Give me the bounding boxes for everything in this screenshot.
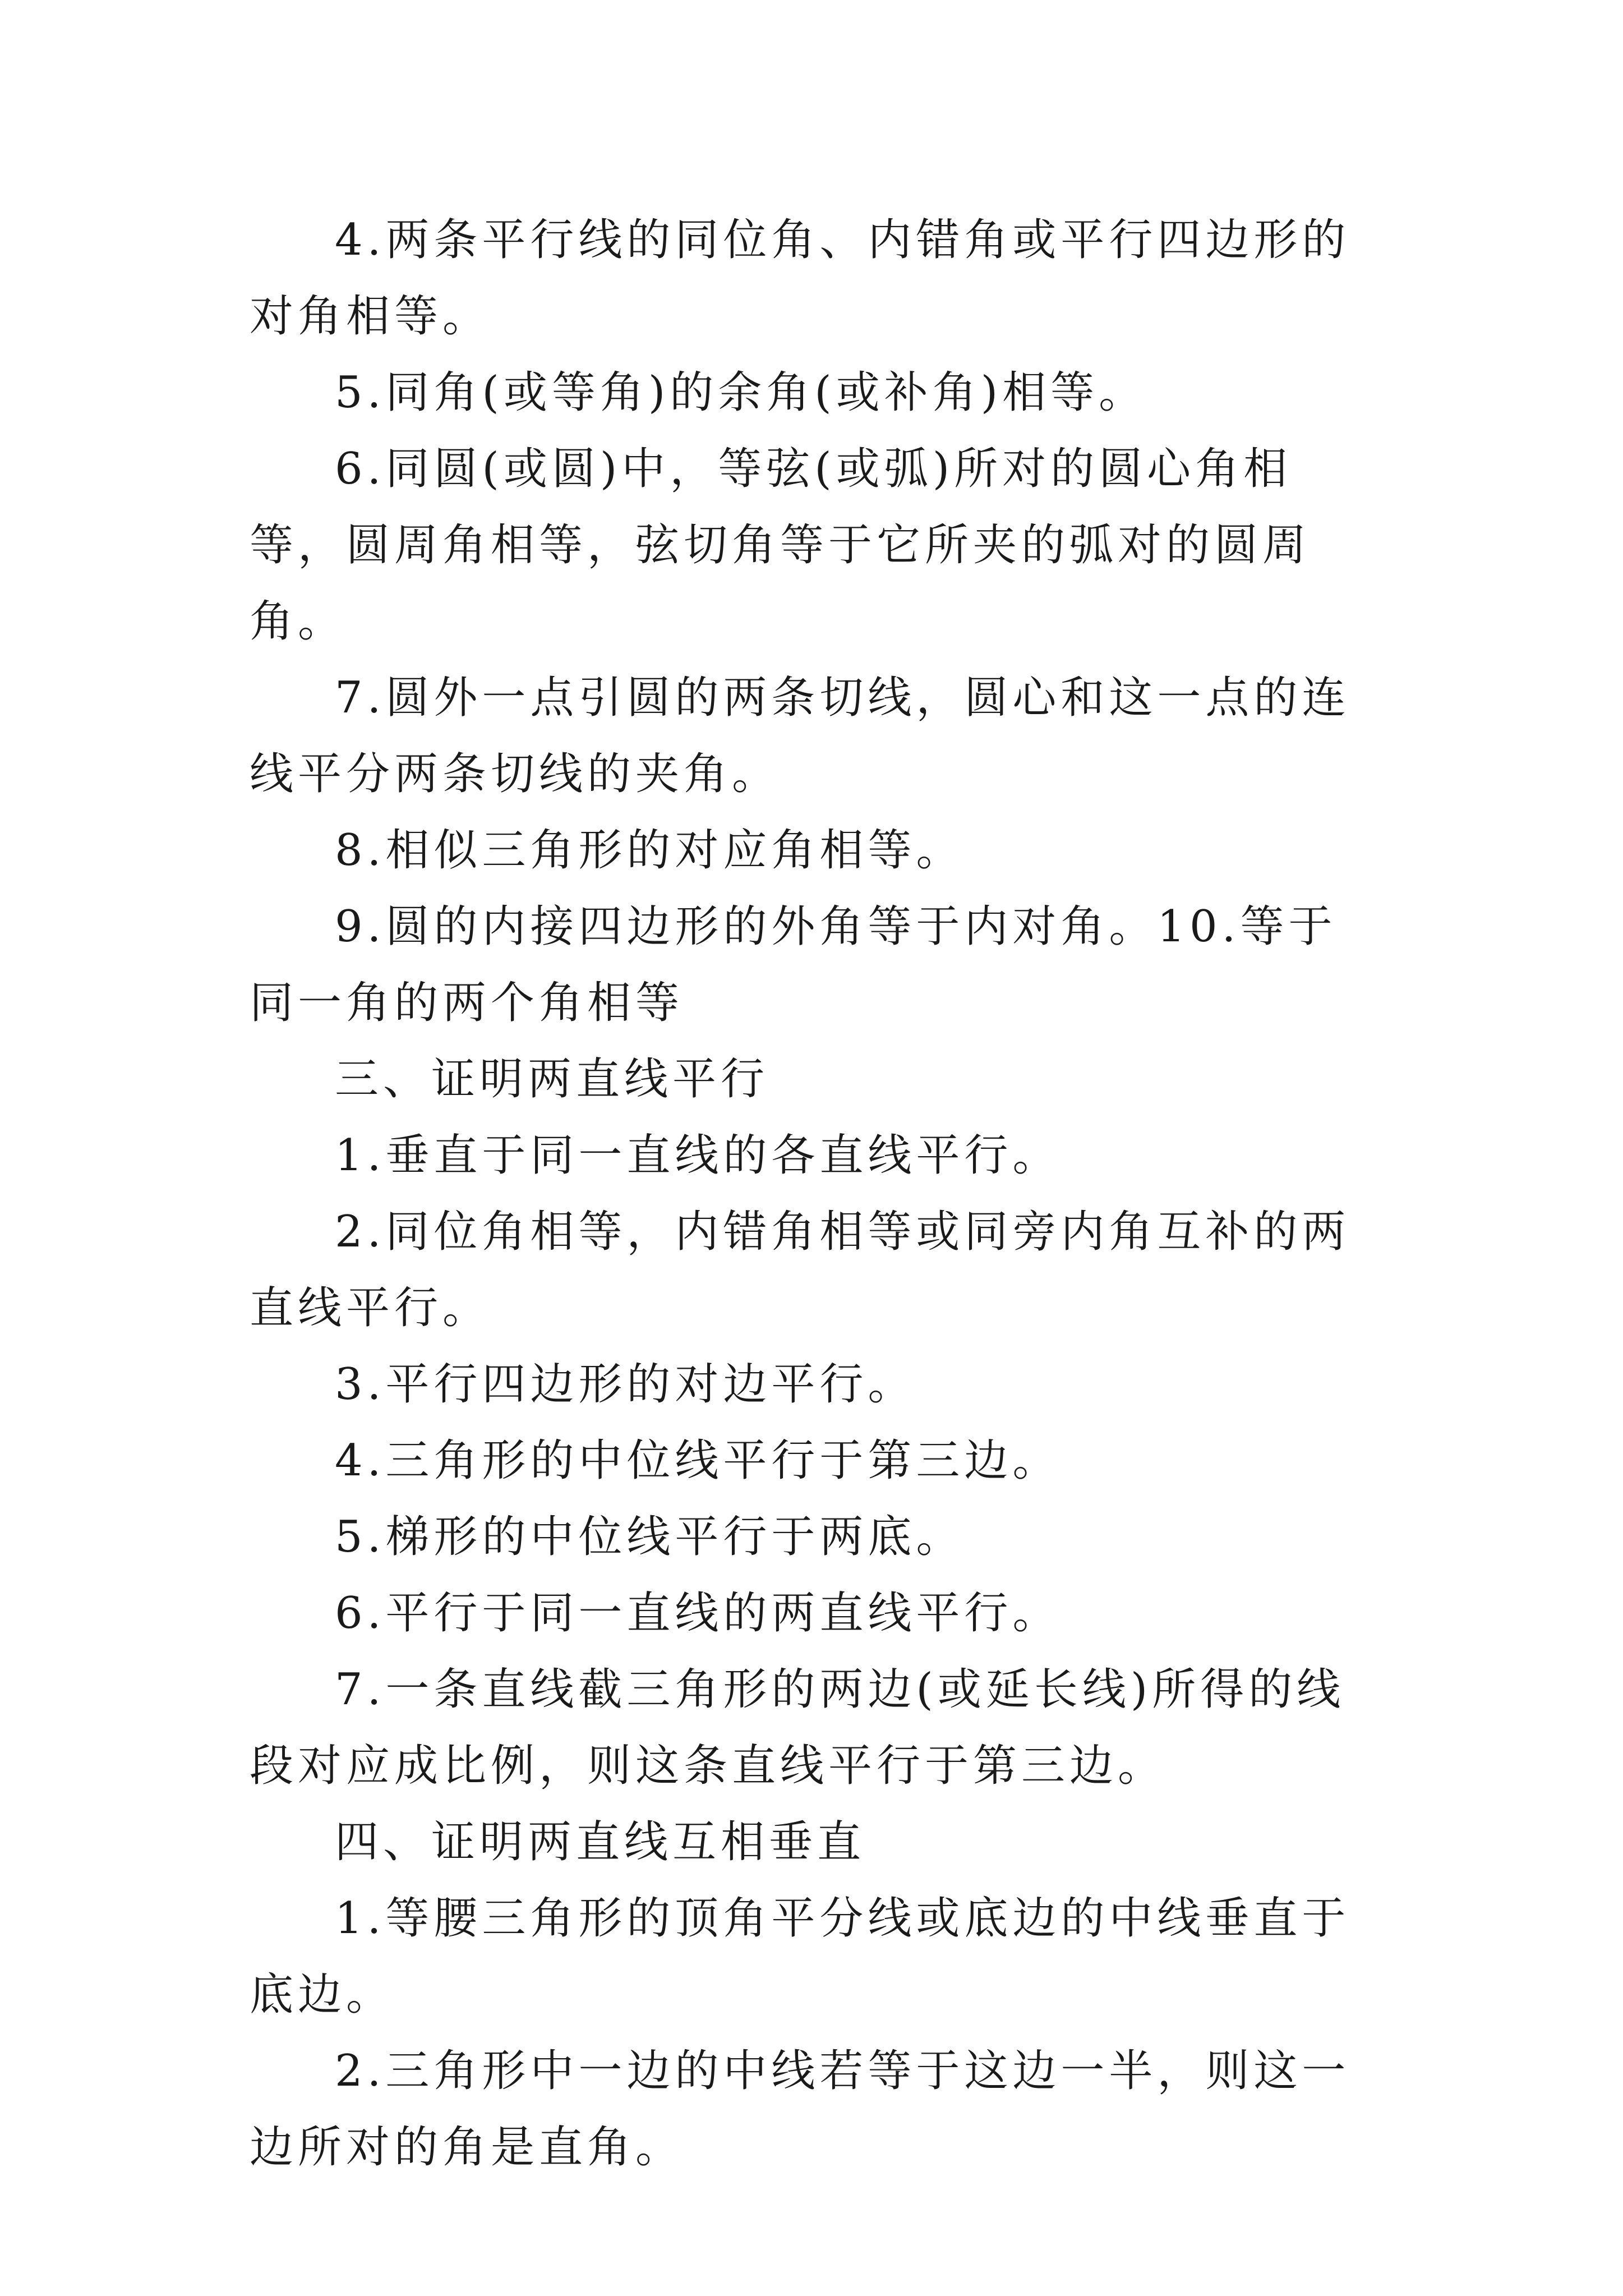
paragraph-angle-6: 6.同圆(或圆)中，等弦(或弧)所对的圆心角相等，圆周角相等，弦切角等于它所夹的弧对的圆周角。 bbox=[250, 444, 1311, 647]
paragraph-parallel-6: 6.平行于同一直线的两直线平行。 bbox=[335, 1588, 1061, 1639]
paragraph-angle-7: 7.圆外一点引圆的两条切线，圆心和这一点的连线平分两条切线的夹角。 bbox=[250, 673, 1350, 799]
paragraph-angle-8: 8.相似三角形的对应角相等。 bbox=[335, 825, 965, 876]
paragraph-parallel-4: 4.三角形的中位线平行于第三边。 bbox=[335, 1435, 1061, 1486]
paragraph-parallel-7: 7.一条直线截三角形的两边(或延长线)所得的线段对应成比例，则这条直线平行于第三边。 bbox=[250, 1664, 1345, 1791]
paragraph-perpendicular-2: 2.三角形中一边的中线若等于这边一半，则这一边所对的角是直角。 bbox=[250, 2046, 1350, 2173]
section-heading-parallel: 三、证明两直线平行 bbox=[335, 1054, 769, 1105]
document-body bbox=[250, 202, 1382, 2185]
paragraph-angle-5: 5.同角(或等角)的余角(或补角)相等。 bbox=[335, 367, 1147, 418]
paragraph-parallel-2: 2.同位角相等，内错角相等或同旁内角互补的两直线平行。 bbox=[250, 1207, 1350, 1333]
paragraph-perpendicular-1: 1.等腰三角形的顶角平分线或底边的中线垂直于底边。 bbox=[250, 1893, 1350, 2020]
paragraph-parallel-3: 3.平行四边形的对边平行。 bbox=[335, 1359, 916, 1410]
paragraph-angle-4: 4.两条平行线的同位角、内错角或平行四边形的对角相等。 bbox=[250, 215, 1350, 342]
paragraph-angle-9-10: 9.圆的内接四边形的外角等于内对角。10.等于同一角的两个角相等 bbox=[250, 901, 1337, 1028]
section-heading-perpendicular: 四、证明两直线互相垂直 bbox=[335, 1817, 866, 1867]
paragraph-parallel-5: 5.梯形的中位线平行于两底。 bbox=[335, 1512, 965, 1562]
paragraph-parallel-1: 1.垂直于同一直线的各直线平行。 bbox=[335, 1130, 1061, 1181]
